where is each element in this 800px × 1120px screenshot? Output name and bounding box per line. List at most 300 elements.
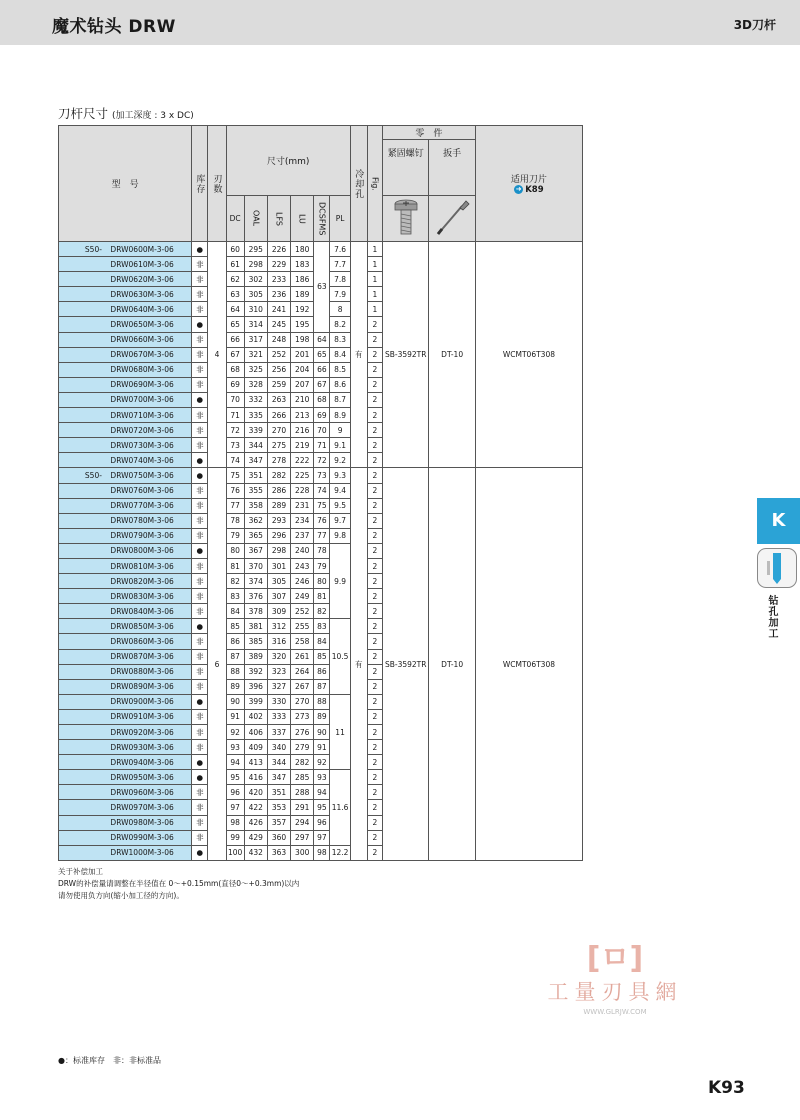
dcsfms-cell: 96 xyxy=(314,815,330,830)
fig-cell: 2 xyxy=(367,589,382,604)
drilling-icon xyxy=(757,548,797,588)
oal-cell: 339 xyxy=(244,423,267,438)
pl-cell: 8 xyxy=(330,302,350,317)
stock-cell: ● xyxy=(192,468,208,483)
lu-cell: 183 xyxy=(291,257,314,272)
fig-cell: 2 xyxy=(367,785,382,800)
model-cell xyxy=(59,272,192,287)
model-number: DRW0780M-3-06 xyxy=(110,516,174,526)
oal-cell: 295 xyxy=(244,242,267,257)
lu-cell: 249 xyxy=(291,589,314,604)
pl-cell: 9.5 xyxy=(330,498,350,513)
teeth-cell: 6 xyxy=(208,468,226,860)
fig-cell: 2 xyxy=(367,694,382,709)
oal-cell: 374 xyxy=(244,574,267,589)
dcsfms-cell: 79 xyxy=(314,558,330,573)
lfs-cell: 340 xyxy=(267,740,290,755)
lfs-cell: 245 xyxy=(267,317,290,332)
wrench-cell: DT-10 xyxy=(429,468,475,860)
model-number: DRW0840M-3-06 xyxy=(110,606,174,616)
fig-cell: 2 xyxy=(367,755,382,770)
fig-cell: 2 xyxy=(367,830,382,845)
stock-cell: 非 xyxy=(192,483,208,498)
lfs-cell: 316 xyxy=(267,634,290,649)
pl-cell: 9.7 xyxy=(330,513,350,528)
model-number: DRW0970M-3-06 xyxy=(110,803,174,813)
model-number: DRW0640M-3-06 xyxy=(110,304,174,314)
model-cell xyxy=(59,709,192,724)
header-oal: OAL xyxy=(244,196,267,242)
fig-cell: 2 xyxy=(367,347,382,362)
lu-cell: 204 xyxy=(291,362,314,377)
model-cell xyxy=(59,408,192,423)
stock-cell: 非 xyxy=(192,528,208,543)
dcsfms-cell: 98 xyxy=(314,845,330,860)
model-number: DRW0620M-3-06 xyxy=(110,274,174,284)
stock-cell: 非 xyxy=(192,438,208,453)
pl-cell: 7.8 xyxy=(330,272,350,287)
lu-cell: 282 xyxy=(291,755,314,770)
model-cell xyxy=(59,619,192,634)
fig-cell: 2 xyxy=(367,679,382,694)
model-number: DRW0860M-3-06 xyxy=(110,636,174,646)
page-header xyxy=(0,0,800,45)
stock-cell: 非 xyxy=(192,498,208,513)
fig-cell: 1 xyxy=(367,242,382,257)
stock-cell: 非 xyxy=(192,362,208,377)
screw-image xyxy=(383,196,429,242)
dcsfms-cell: 69 xyxy=(314,408,330,423)
pl-cell: 10.5 xyxy=(330,619,350,694)
dcsfms-cell: 85 xyxy=(314,649,330,664)
lu-cell: 291 xyxy=(291,800,314,815)
dc-cell: 87 xyxy=(226,649,244,664)
lfs-cell: 330 xyxy=(267,694,290,709)
wrench-cell: DT-10 xyxy=(429,242,475,468)
dcsfms-cell: 97 xyxy=(314,830,330,845)
model-cell xyxy=(59,423,192,438)
dc-cell: 65 xyxy=(226,317,244,332)
header-dcsfms: DCSFMS xyxy=(314,196,330,242)
lfs-cell: 259 xyxy=(267,377,290,392)
wrench-image xyxy=(429,196,475,242)
oal-cell: 429 xyxy=(244,830,267,845)
stock-cell: 非 xyxy=(192,272,208,287)
oal-cell: 376 xyxy=(244,589,267,604)
spec-table xyxy=(58,125,583,861)
dcsfms-cell: 83 xyxy=(314,619,330,634)
model-cell xyxy=(59,845,192,860)
lu-cell: 192 xyxy=(291,302,314,317)
stock-cell: ● xyxy=(192,543,208,558)
fig-cell: 2 xyxy=(367,392,382,407)
fig-cell: 1 xyxy=(367,257,382,272)
lu-cell: 240 xyxy=(291,543,314,558)
dcsfms-cell: 76 xyxy=(314,513,330,528)
lu-cell: 273 xyxy=(291,709,314,724)
model-number: DRW0610M-3-06 xyxy=(110,259,174,269)
header-lu: LU xyxy=(291,196,314,242)
dcsfms-cell: 90 xyxy=(314,725,330,740)
lu-cell: 237 xyxy=(291,528,314,543)
lu-cell: 258 xyxy=(291,634,314,649)
model-number: DRW0800M-3-06 xyxy=(110,546,174,556)
dcsfms-cell: 74 xyxy=(314,483,330,498)
stock-cell: ● xyxy=(192,392,208,407)
note-line: DRW的补偿量请调整在半径值在 0～+0.15mm(直径0～+0.3mm)以内 xyxy=(58,879,300,888)
oal-cell: 385 xyxy=(244,634,267,649)
lfs-cell: 347 xyxy=(267,770,290,785)
lu-cell: 243 xyxy=(291,558,314,573)
dcsfms-cell: 92 xyxy=(314,755,330,770)
model-cell xyxy=(59,649,192,664)
dc-cell: 74 xyxy=(226,453,244,468)
dc-cell: 77 xyxy=(226,498,244,513)
stock-cell: ● xyxy=(192,755,208,770)
category-label: 3D刀杆 xyxy=(733,18,776,32)
insert-ref[interactable]: K89 xyxy=(525,185,544,195)
header-insert: 适用刀片 ➜ K89 xyxy=(475,126,582,242)
stock-cell: 非 xyxy=(192,725,208,740)
dc-cell: 93 xyxy=(226,740,244,755)
dcsfms-cell: 89 xyxy=(314,709,330,724)
oal-cell: 413 xyxy=(244,755,267,770)
oal-cell: 392 xyxy=(244,664,267,679)
lu-cell: 186 xyxy=(291,272,314,287)
lu-cell: 297 xyxy=(291,830,314,845)
model-cell xyxy=(59,332,192,347)
header-teeth: 刃数 xyxy=(208,126,226,242)
stock-cell: 非 xyxy=(192,513,208,528)
model-number: DRW0930M-3-06 xyxy=(110,742,174,752)
model-number: DRW0770M-3-06 xyxy=(110,501,174,511)
model-number: DRW0950M-3-06 xyxy=(110,772,174,782)
stock-cell: ● xyxy=(192,317,208,332)
lfs-cell: 270 xyxy=(267,423,290,438)
model-number: DRW0690M-3-06 xyxy=(110,380,174,390)
fig-cell: 2 xyxy=(367,332,382,347)
dc-cell: 100 xyxy=(226,845,244,860)
lfs-cell: 307 xyxy=(267,589,290,604)
oal-cell: 305 xyxy=(244,287,267,302)
section-tab-label: 钻孔加工 xyxy=(766,595,777,639)
model-number: DRW0900M-3-06 xyxy=(110,697,174,707)
header-coolant: 冷却孔 xyxy=(350,126,367,242)
oal-cell: 355 xyxy=(244,483,267,498)
dcsfms-cell: 75 xyxy=(314,498,330,513)
lu-cell: 219 xyxy=(291,438,314,453)
model-number: DRW0720M-3-06 xyxy=(110,425,174,435)
model-cell xyxy=(59,740,192,755)
fig-cell: 2 xyxy=(367,498,382,513)
dcsfms-cell: 94 xyxy=(314,785,330,800)
pl-cell: 8.5 xyxy=(330,362,350,377)
notes xyxy=(58,866,299,902)
stock-cell: ● xyxy=(192,845,208,860)
fig-cell: 2 xyxy=(367,634,382,649)
lfs-cell: 263 xyxy=(267,392,290,407)
model-cell xyxy=(59,770,192,785)
dc-cell: 78 xyxy=(226,513,244,528)
lfs-cell: 312 xyxy=(267,619,290,634)
oal-cell: 314 xyxy=(244,317,267,332)
lu-cell: 255 xyxy=(291,619,314,634)
oal-cell: 351 xyxy=(244,468,267,483)
dcsfms-cell: 84 xyxy=(314,634,330,649)
pl-cell: 11 xyxy=(330,694,350,769)
lfs-cell: 236 xyxy=(267,287,290,302)
model-number: DRW0920M-3-06 xyxy=(110,727,174,737)
page-title: 魔术钻头 DRW xyxy=(52,17,176,37)
lfs-cell: 282 xyxy=(267,468,290,483)
lfs-cell: 275 xyxy=(267,438,290,453)
lu-cell: 285 xyxy=(291,770,314,785)
stock-cell: ● xyxy=(192,242,208,257)
lu-cell: 198 xyxy=(291,332,314,347)
model-cell xyxy=(59,302,192,317)
lu-cell: 201 xyxy=(291,347,314,362)
lfs-cell: 323 xyxy=(267,664,290,679)
dcsfms-cell: 78 xyxy=(314,543,330,558)
lu-cell: 267 xyxy=(291,679,314,694)
lu-cell: 276 xyxy=(291,725,314,740)
oal-cell: 362 xyxy=(244,513,267,528)
oal-cell: 420 xyxy=(244,785,267,800)
dc-cell: 60 xyxy=(226,242,244,257)
dc-cell: 86 xyxy=(226,634,244,649)
model-cell xyxy=(59,362,192,377)
lfs-cell: 301 xyxy=(267,558,290,573)
lu-cell: 180 xyxy=(291,242,314,257)
header-wrench: 扳手 xyxy=(429,140,475,196)
watermark-text: 工量刃具網 xyxy=(547,980,683,1004)
fig-cell: 2 xyxy=(367,725,382,740)
dc-cell: 85 xyxy=(226,619,244,634)
model-cell xyxy=(59,634,192,649)
note-line: 关于补偿加工 xyxy=(58,867,103,876)
page-number: K93 xyxy=(708,1078,745,1098)
stock-legend: ●：标准库存 非：非标准品 xyxy=(58,1056,161,1065)
stock-cell: 非 xyxy=(192,830,208,845)
table-subtitle: (加工深度 : 3 x DC) xyxy=(112,111,194,121)
table-title-text: 刀杆尺寸 xyxy=(58,106,109,121)
dcsfms-cell: 88 xyxy=(314,694,330,709)
fig-cell: 2 xyxy=(367,664,382,679)
oal-cell: 365 xyxy=(244,528,267,543)
model-cell xyxy=(59,679,192,694)
lfs-cell: 252 xyxy=(267,347,290,362)
stock-cell: 非 xyxy=(192,589,208,604)
fig-cell: 2 xyxy=(367,649,382,664)
lfs-cell: 256 xyxy=(267,362,290,377)
series-prefix: S50- xyxy=(84,244,102,254)
lfs-cell: 309 xyxy=(267,604,290,619)
oal-cell: 378 xyxy=(244,604,267,619)
fig-cell: 2 xyxy=(367,770,382,785)
stock-cell: 非 xyxy=(192,815,208,830)
model-number: DRW0760M-3-06 xyxy=(110,486,174,496)
table-row xyxy=(59,242,583,257)
lu-cell: 213 xyxy=(291,408,314,423)
stock-cell: 非 xyxy=(192,574,208,589)
pl-cell: 11.6 xyxy=(330,770,350,845)
lfs-cell: 229 xyxy=(267,257,290,272)
lfs-cell: 286 xyxy=(267,483,290,498)
oal-cell: 347 xyxy=(244,453,267,468)
stock-cell: 非 xyxy=(192,785,208,800)
table-row xyxy=(59,468,583,483)
model-number: DRW0850M-3-06 xyxy=(110,621,174,631)
lu-cell: 261 xyxy=(291,649,314,664)
fig-cell: 2 xyxy=(367,558,382,573)
oal-cell: 402 xyxy=(244,709,267,724)
header-dimensions: 尺寸(mm) xyxy=(226,126,350,196)
model-cell xyxy=(59,830,192,845)
lu-cell: 300 xyxy=(291,845,314,860)
dc-cell: 89 xyxy=(226,679,244,694)
dc-cell: 76 xyxy=(226,483,244,498)
model-number: DRW0870M-3-06 xyxy=(110,652,174,662)
dcsfms-cell: 66 xyxy=(314,362,330,377)
header-screw: 紧固螺钉 xyxy=(383,140,429,196)
dc-cell: 73 xyxy=(226,438,244,453)
arrow-right-icon: ➜ xyxy=(515,185,522,193)
dc-cell: 80 xyxy=(226,543,244,558)
stock-cell: 非 xyxy=(192,302,208,317)
model-cell xyxy=(59,513,192,528)
pl-cell: 8.3 xyxy=(330,332,350,347)
lfs-cell: 293 xyxy=(267,513,290,528)
lu-cell: 279 xyxy=(291,740,314,755)
model-number: DRW0630M-3-06 xyxy=(110,289,174,299)
pl-cell: 9.2 xyxy=(330,453,350,468)
model-number: DRW0700M-3-06 xyxy=(110,395,174,405)
watermark-url: WWW.GLRJW.COM xyxy=(583,1008,647,1016)
fig-cell: 2 xyxy=(367,423,382,438)
fig-cell: 2 xyxy=(367,604,382,619)
dcsfms-cell: 68 xyxy=(314,392,330,407)
model-cell xyxy=(59,604,192,619)
watermark xyxy=(540,942,690,1016)
lu-cell: 225 xyxy=(291,468,314,483)
dcsfms-cell: 67 xyxy=(314,377,330,392)
stock-cell: 非 xyxy=(192,634,208,649)
lu-cell: 264 xyxy=(291,664,314,679)
model-cell xyxy=(59,755,192,770)
stock-cell: 非 xyxy=(192,423,208,438)
dc-cell: 62 xyxy=(226,272,244,287)
oal-cell: 399 xyxy=(244,694,267,709)
model-number: DRW0880M-3-06 xyxy=(110,667,174,677)
model-cell xyxy=(59,438,192,453)
pl-cell: 7.7 xyxy=(330,257,350,272)
dc-cell: 97 xyxy=(226,800,244,815)
fig-cell: 2 xyxy=(367,815,382,830)
dc-cell: 79 xyxy=(226,528,244,543)
model-cell xyxy=(59,453,192,468)
oal-cell: 409 xyxy=(244,740,267,755)
lfs-cell: 357 xyxy=(267,815,290,830)
lu-cell: 231 xyxy=(291,498,314,513)
dcsfms-cell: 72 xyxy=(314,453,330,468)
dc-cell: 70 xyxy=(226,392,244,407)
model-number: DRW0820M-3-06 xyxy=(110,576,174,586)
oal-cell: 406 xyxy=(244,725,267,740)
lfs-cell: 351 xyxy=(267,785,290,800)
pl-cell: 9.1 xyxy=(330,438,350,453)
teeth-cell: 4 xyxy=(208,242,226,468)
lu-cell: 189 xyxy=(291,287,314,302)
dcsfms-cell: 82 xyxy=(314,604,330,619)
model-number: DRW0910M-3-06 xyxy=(110,712,174,722)
model-cell xyxy=(59,558,192,573)
model-cell xyxy=(59,543,192,558)
lu-cell: 294 xyxy=(291,815,314,830)
pl-cell: 12.2 xyxy=(330,845,350,860)
model-number: DRW0600M-3-06 xyxy=(110,244,174,254)
stock-cell: 非 xyxy=(192,740,208,755)
dc-cell: 61 xyxy=(226,257,244,272)
lfs-cell: 226 xyxy=(267,242,290,257)
dc-cell: 82 xyxy=(226,574,244,589)
dc-cell: 69 xyxy=(226,377,244,392)
model-cell xyxy=(59,528,192,543)
oal-cell: 332 xyxy=(244,392,267,407)
fig-cell: 2 xyxy=(367,513,382,528)
header-fig: Fig. xyxy=(367,126,382,242)
dc-cell: 96 xyxy=(226,785,244,800)
model-cell xyxy=(59,392,192,407)
watermark-logo-icon: [ㅁ] xyxy=(586,941,644,976)
coolant-cell: 有 xyxy=(350,242,367,468)
lu-cell: 246 xyxy=(291,574,314,589)
stock-cell: 非 xyxy=(192,558,208,573)
model-number: DRW0730M-3-06 xyxy=(110,440,174,450)
lu-cell: 252 xyxy=(291,604,314,619)
model-number: DRW0980M-3-06 xyxy=(110,818,174,828)
dc-cell: 99 xyxy=(226,830,244,845)
lfs-cell: 360 xyxy=(267,830,290,845)
dcsfms-cell: 77 xyxy=(314,528,330,543)
dcsfms-cell: 81 xyxy=(314,589,330,604)
note-line: 请勿使用负方向(缩小加工径的方向)。 xyxy=(58,891,184,900)
fig-cell: 2 xyxy=(367,453,382,468)
dcsfms-cell: 64 xyxy=(314,332,330,347)
dc-cell: 81 xyxy=(226,558,244,573)
fig-cell: 2 xyxy=(367,483,382,498)
screw-cell: SB-3592TR xyxy=(383,468,429,860)
fig-cell: 2 xyxy=(367,528,382,543)
table-title xyxy=(58,104,194,122)
pl-cell: 9.9 xyxy=(330,543,350,618)
fig-cell: 2 xyxy=(367,438,382,453)
section-tab-k[interactable]: K xyxy=(757,498,800,544)
pl-cell: 8.6 xyxy=(330,377,350,392)
pl-cell: 9.3 xyxy=(330,468,350,483)
lfs-cell: 344 xyxy=(267,755,290,770)
header-pl: PL xyxy=(330,196,350,242)
fig-cell: 2 xyxy=(367,377,382,392)
dc-cell: 88 xyxy=(226,664,244,679)
pl-cell: 7.6 xyxy=(330,242,350,257)
stock-cell: ● xyxy=(192,694,208,709)
fig-cell: 2 xyxy=(367,317,382,332)
lfs-cell: 233 xyxy=(267,272,290,287)
model-number: DRW0990M-3-06 xyxy=(110,833,174,843)
dc-cell: 83 xyxy=(226,589,244,604)
fig-cell: 2 xyxy=(367,709,382,724)
fig-cell: 2 xyxy=(367,740,382,755)
